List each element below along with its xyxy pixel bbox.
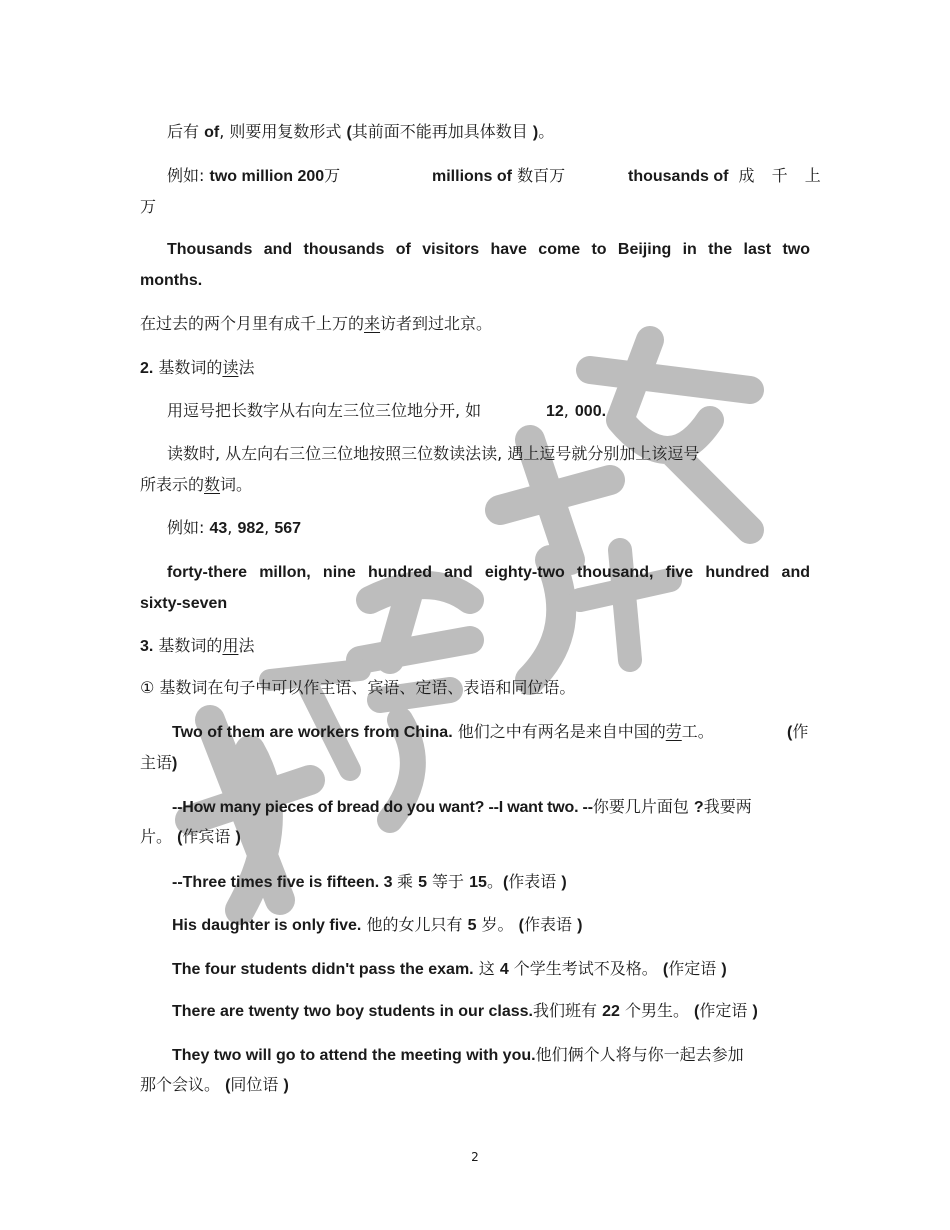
example-sentence: Two of them are workers from China. 他们之中有两名是来自中国的劳工。	[172, 722, 714, 741]
example-sentence: --How many pieces of bread do you want? --I want two. --你要几片面包 ?我要两	[172, 797, 752, 816]
text-line: 例如: two million 200万	[167, 166, 341, 185]
text-line: sixty-seven	[140, 595, 228, 612]
example-sentence: --Three times five is fifteen. 3 乘 5 等于 15。(作表语 )	[172, 872, 567, 891]
text-line: forty-there millon, nine hundred and eighty-two thousand, five hundred and	[167, 564, 810, 581]
text-line: 读数时, 从左向右三位三位地按照三位数读法读, 遇上逗号就分别加上该逗号	[167, 444, 700, 463]
example-sentence: There are twenty two boy students in our class.我们班有 22 个男生。 (作定语 )	[172, 1001, 758, 1020]
text-line: 片。 (作宾语 )	[140, 827, 241, 846]
text-line: 主语)	[140, 753, 178, 772]
text-line: 12, 000.	[546, 401, 607, 420]
text-line: 用逗号把长数字从右向左三位三位地分开, 如	[167, 401, 482, 420]
text-line: 那个会议。 (同位语 )	[140, 1075, 289, 1094]
example-sentence: His daughter is only five. 他的女儿只有 5 岁。 (作表语 )	[172, 915, 583, 934]
section-heading: 3. 基数词的用法	[140, 636, 255, 655]
text-line: thousands of 成 千 上	[628, 166, 827, 185]
text-line: months.	[140, 272, 203, 289]
text-line: 在过去的两个月里有成千上万的来访者到过北京。	[140, 314, 493, 333]
text-line: 例如: 43, 982, 567	[167, 518, 302, 537]
example-sentence: The four students didn't pass the exam. 这 4 个学生考试不及格。 (作定语 )	[172, 959, 727, 978]
text-line: ① 基数词在句子中可以作主语、宾语、定语、表语和同位语。	[140, 678, 576, 697]
text-line: (作	[787, 722, 809, 741]
section-heading: 2. 基数词的读法	[140, 358, 255, 377]
text-line: 万	[140, 197, 157, 216]
page-number: 2	[471, 1150, 479, 1164]
text-line: 所表示的数词。	[140, 475, 253, 494]
text-line: Thousands and thousands of visitors have come to Beijing in the last two	[167, 241, 810, 258]
text-line: 后有 of, 则要用复数形式 (其前面不能再加具体数目 )。	[167, 122, 555, 141]
example-sentence: They two will go to attend the meeting with you.他们俩个人将与你一起去参加	[172, 1045, 744, 1064]
calligraphy-watermark-icon	[150, 300, 850, 950]
text-line: millions of 数百万	[432, 166, 566, 185]
